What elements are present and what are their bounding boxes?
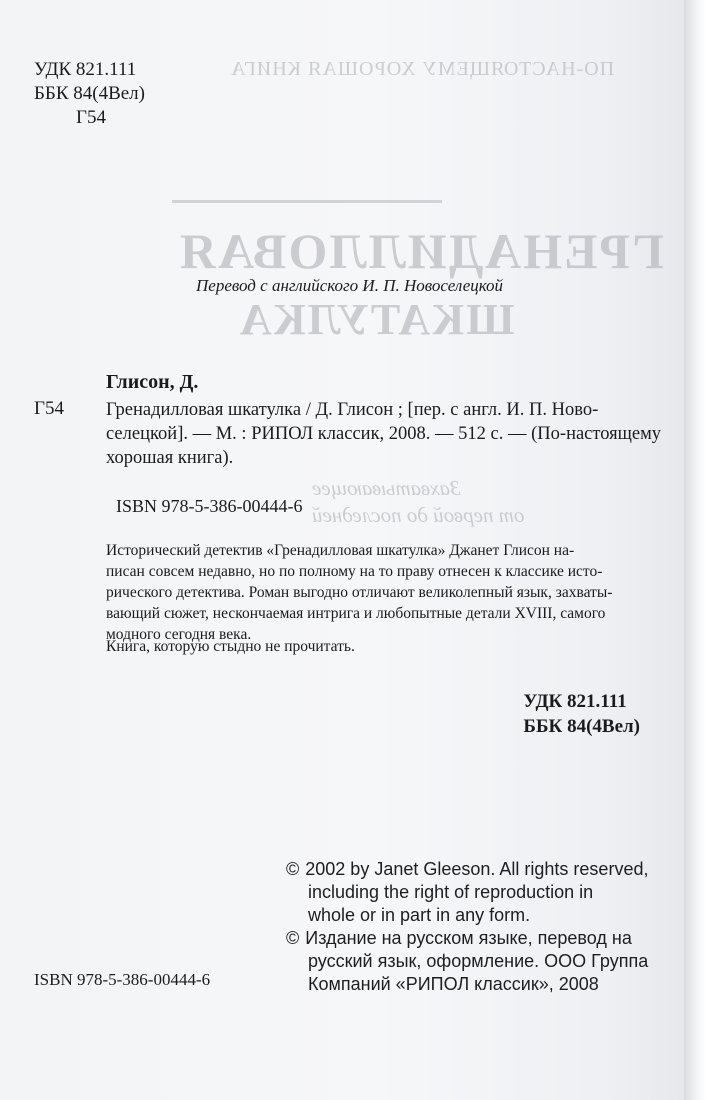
bibliographic-description: [106, 398, 661, 470]
isbn-top: ISBN 978-5-386-00444-6: [116, 496, 303, 516]
copyright-line: 2002 by Janet Gleeson. All rights reserved,: [305, 859, 649, 879]
author-code-top: Г54: [76, 107, 106, 128]
annotation-line: модного сегодня века.: [106, 626, 252, 643]
annotation-tagline: Книга, которую стыдно не прочитать.: [106, 638, 355, 655]
copyright-en: [286, 858, 648, 927]
copyright-line: русский язык, оформление. ООО Группа: [308, 951, 649, 971]
page-edge: [684, 0, 706, 1100]
show-through-text: ШКАТУЛКА: [238, 295, 515, 344]
annotation-line: Исторический детектив «Гренадилловая шкатулка» Джанет Глисон на-: [106, 542, 575, 559]
isbn-bottom: ISBN 978-5-386-00444-6: [34, 970, 211, 989]
copyright-ru: [286, 927, 648, 996]
copyright-line: including the right of reproduction in: [308, 882, 594, 902]
biblio-line: хорошая книга).: [106, 448, 234, 468]
show-through-text: Захватывающее: [312, 476, 461, 500]
copyright-line: Компаний «РИПОЛ классик», 2008: [308, 974, 599, 994]
annotation-line: вающий сюжет, нескончаемая интрига и любопытные детали XVIII, самого: [106, 605, 606, 622]
copyright-symbol: ©: [286, 859, 300, 879]
biblio-line: селецкой]. — М. : РИПОЛ классик, 2008. — 512 с. — (По-настоящему: [106, 424, 662, 444]
annotation: [106, 540, 612, 645]
translator-credit: Перевод с английского И. П. Новоселецкой: [196, 276, 504, 295]
show-through-text: от первой до последней: [312, 503, 525, 527]
bbk-right: ББК 84(4Вел): [523, 716, 640, 737]
udk-top-left: УДК 821.111: [34, 59, 137, 80]
classification-right: [523, 689, 640, 739]
copyright-symbol: ©: [286, 928, 300, 948]
show-through-text: ПО-НАСТОЯЩЕМУ ХОРОШАЯ КНИГА: [230, 58, 615, 80]
author-heading: Глисон, Д.: [106, 371, 199, 393]
bbk-top-left: ББК 84(4Вел): [34, 83, 145, 104]
catalog-code: Г54: [34, 398, 64, 419]
show-through-rule: [172, 200, 442, 203]
copyright-block: [286, 858, 648, 996]
udk-right: УДК 821.111: [523, 691, 627, 712]
biblio-line: Гренадилловая шкатулка / Д. Глисон ; [пер. с англ. И. П. Ново-: [106, 400, 599, 420]
annotation-line: рического детектива. Роман выгодно отличают великолепный язык, захваты-: [106, 584, 613, 601]
copyright-line: whole or in part in any form.: [308, 905, 531, 925]
copyright-line: Издание на русском языке, перевод на: [305, 928, 632, 948]
show-through-text: ГРЕНАДИЛЛОВАЯ: [178, 223, 664, 279]
annotation-line: писан совсем недавно, но по полному на то праву отнесен к классике исто-: [106, 563, 603, 580]
